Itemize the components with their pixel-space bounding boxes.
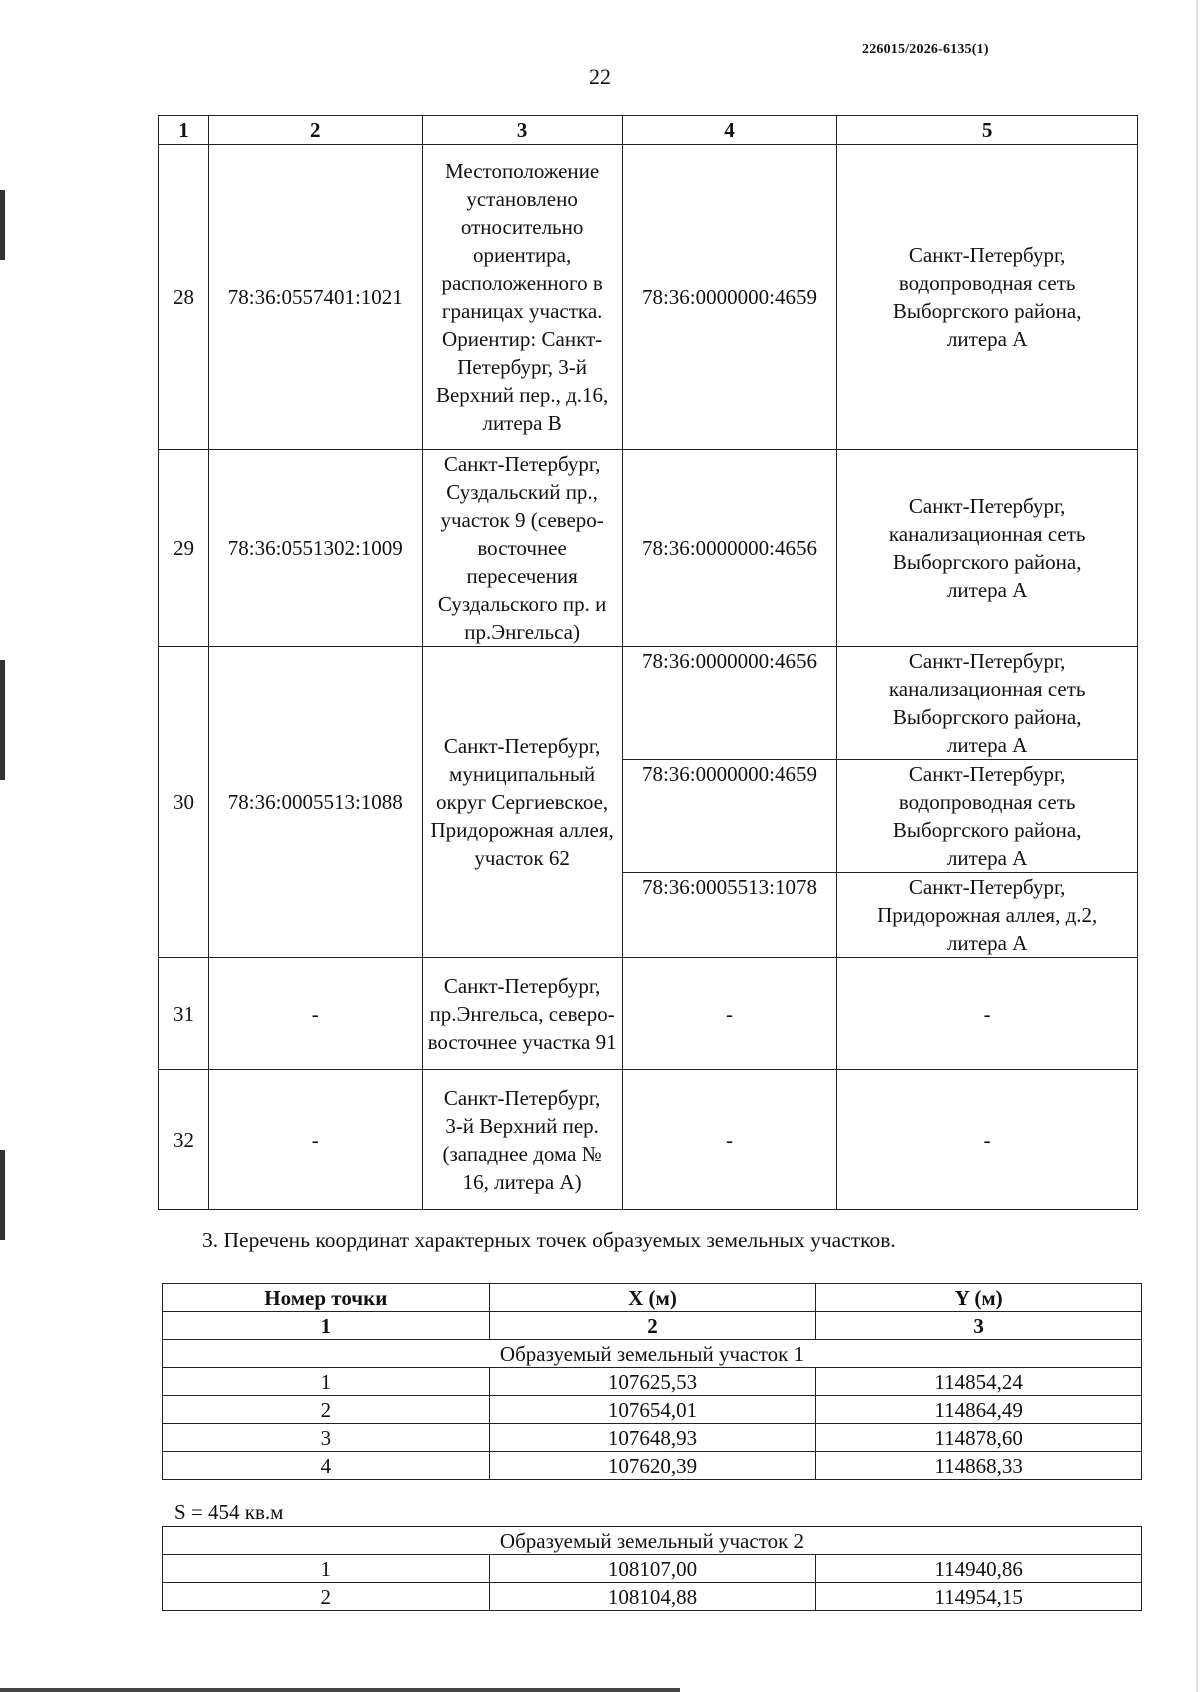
table-row	[163, 1452, 1142, 1480]
x-coordinate: 108104,88	[489, 1583, 816, 1611]
location: Санкт-Петербург, пр.Энгельса, северо-восточнее участка 91	[422, 958, 622, 1070]
plot-title: Образуемый земельный участок 2	[163, 1527, 1142, 1555]
related-cadastral: -	[622, 958, 837, 1070]
table-subheader-row	[163, 1312, 1142, 1340]
scan-edge-mark	[1196, 0, 1198, 1692]
plot-title-row	[163, 1340, 1142, 1368]
column-header: Номер точки	[163, 1284, 490, 1312]
column-header: 4	[622, 116, 837, 145]
plot-title: Образуемый земельный участок 1	[163, 1340, 1142, 1368]
table-row	[163, 1424, 1142, 1452]
coordinates-table-plot-1	[162, 1283, 1142, 1480]
x-coordinate: 107654,01	[489, 1396, 816, 1424]
related-object: Санкт-Петербург, Придорожная аллея, д.2, литера А	[837, 873, 1138, 958]
scan-edge-mark	[0, 660, 5, 780]
related-cadastral: -	[622, 1070, 837, 1210]
point-number: 1	[163, 1368, 490, 1396]
plot-title-row	[163, 1527, 1142, 1555]
y-coordinate: 114954,15	[816, 1583, 1142, 1611]
table-row	[159, 647, 1138, 760]
scan-edge-mark	[0, 190, 5, 260]
column-header: 1	[159, 116, 209, 145]
column-header: 3	[422, 116, 622, 145]
page-number: 22	[589, 64, 611, 89]
point-number: 1	[163, 1555, 490, 1583]
table-header-row	[159, 116, 1138, 145]
y-coordinate: 114940,86	[816, 1555, 1142, 1583]
related-object: Санкт-Петербург, канализационная сеть Выборгского района, литера А	[837, 647, 1138, 760]
column-number: 2	[489, 1312, 816, 1340]
related-object: Санкт-Петербург, водопроводная сеть Выборгского района, литера А	[837, 145, 1138, 450]
related-object: -	[837, 1070, 1138, 1210]
related-cadastral: 78:36:0005513:1078	[622, 873, 837, 958]
parcels-table	[158, 115, 1138, 1210]
cadastral-number: 78:36:0551302:1009	[208, 450, 422, 647]
point-number: 2	[163, 1396, 490, 1424]
related-cadastral: 78:36:0000000:4659	[622, 760, 837, 873]
y-coordinate: 114854,24	[816, 1368, 1142, 1396]
related-object: Санкт-Петербург, канализационная сеть Выборгского района, литера А	[837, 450, 1138, 647]
point-number: 3	[163, 1424, 490, 1452]
column-header: X (м)	[489, 1284, 816, 1312]
row-number: 29	[159, 450, 209, 647]
scan-edge-mark	[0, 1688, 680, 1692]
scan-edge-mark	[0, 1150, 5, 1240]
cadastral-number: -	[208, 958, 422, 1070]
related-cadastral: 78:36:0000000:4659	[622, 145, 837, 450]
table-row	[163, 1583, 1142, 1611]
point-number: 4	[163, 1452, 490, 1480]
section-title: 3. Перечень координат характерных точек образуемых земельных участков.	[202, 1228, 896, 1252]
y-coordinate: 114878,60	[816, 1424, 1142, 1452]
related-object: Санкт-Петербург, водопроводная сеть Выборгского района, литера А	[837, 760, 1138, 873]
row-number: 31	[159, 958, 209, 1070]
column-header: 5	[837, 116, 1138, 145]
plot-area: S = 454 кв.м	[174, 1500, 284, 1524]
row-number: 32	[159, 1070, 209, 1210]
table-row	[159, 145, 1138, 450]
related-cadastral: 78:36:0000000:4656	[622, 450, 837, 647]
table-row	[163, 1368, 1142, 1396]
x-coordinate: 107620,39	[489, 1452, 816, 1480]
column-header: 2	[208, 116, 422, 145]
location: Санкт-Петербург, муниципальный округ Сергиевское, Придорожная аллея, участок 62	[422, 647, 622, 958]
x-coordinate: 107625,53	[489, 1368, 816, 1396]
table-row	[163, 1555, 1142, 1583]
location: Санкт-Петербург, 3-й Верхний пер. (западнее дома № 16, литера А)	[422, 1070, 622, 1210]
document-number: 226015/2026-6135(1)	[862, 42, 989, 57]
related-object: -	[837, 958, 1138, 1070]
table-header-row	[163, 1284, 1142, 1312]
y-coordinate: 114868,33	[816, 1452, 1142, 1480]
column-number: 1	[163, 1312, 490, 1340]
table-row	[159, 958, 1138, 1070]
cadastral-number: 78:36:0557401:1021	[208, 145, 422, 450]
y-coordinate: 114864,49	[816, 1396, 1142, 1424]
related-cadastral: 78:36:0000000:4656	[622, 647, 837, 760]
coordinates-table-plot-2	[162, 1526, 1142, 1611]
location: Санкт-Петербург, Суздальский пр., участок 9 (северо-восточнее пересечения Суздальского пр. и пр.Энгельса)	[422, 450, 622, 647]
row-number: 28	[159, 145, 209, 450]
column-number: 3	[816, 1312, 1142, 1340]
table-row	[159, 450, 1138, 647]
cadastral-number: 78:36:0005513:1088	[208, 647, 422, 958]
table-row	[163, 1396, 1142, 1424]
cadastral-number: -	[208, 1070, 422, 1210]
location: Местоположение установлено относительно ориентира, расположенного в границах участка. Ориентир: Санкт-Петербург, 3-й Верхний пер., д.16, литера В	[422, 145, 622, 450]
x-coordinate: 108107,00	[489, 1555, 816, 1583]
row-number: 30	[159, 647, 209, 958]
x-coordinate: 107648,93	[489, 1424, 816, 1452]
table-row	[159, 1070, 1138, 1210]
column-header: Y (м)	[816, 1284, 1142, 1312]
point-number: 2	[163, 1583, 490, 1611]
